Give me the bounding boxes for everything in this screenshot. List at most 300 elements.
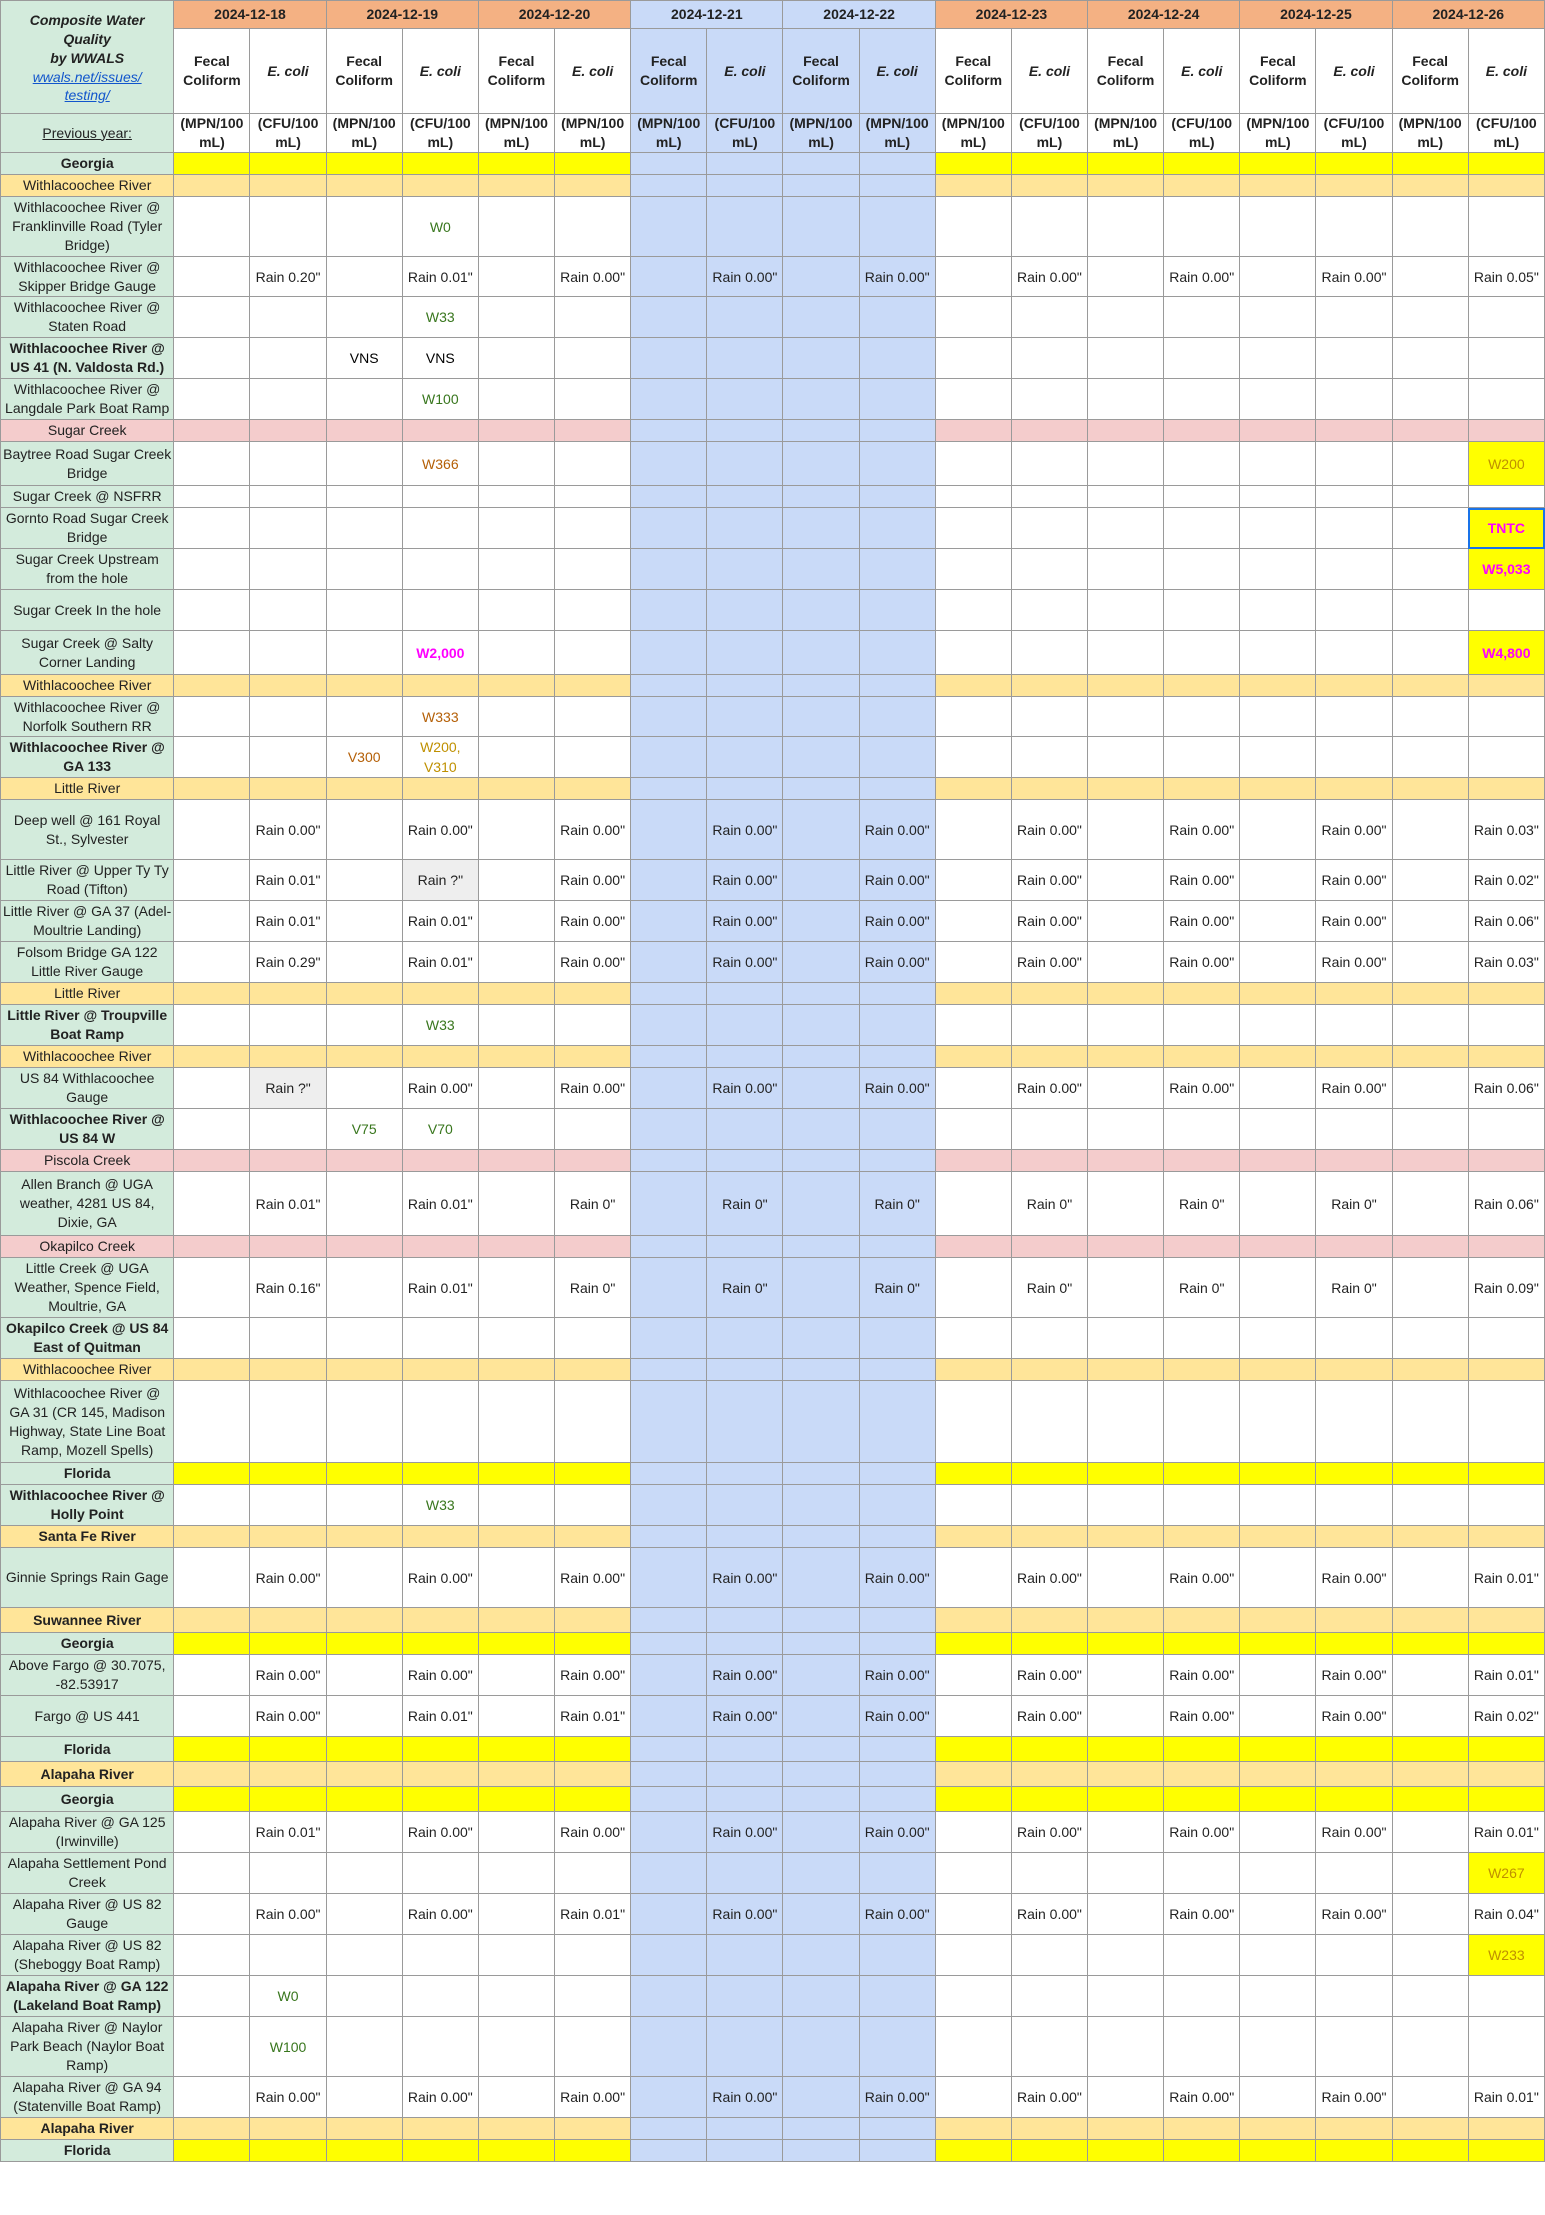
data-cell[interactable] (935, 942, 1011, 983)
data-cell[interactable] (402, 1236, 478, 1258)
data-cell[interactable] (783, 737, 859, 778)
data-cell[interactable] (1468, 1762, 1544, 1787)
data-cell[interactable] (1392, 590, 1468, 631)
data-cell[interactable] (1468, 1172, 1544, 1236)
site-label[interactable]: Sugar Creek In the hole (1, 590, 174, 631)
data-cell[interactable] (1011, 1894, 1087, 1935)
data-cell[interactable] (1468, 508, 1544, 549)
data-cell[interactable] (478, 675, 554, 697)
data-cell[interactable] (1392, 1068, 1468, 1109)
data-cell[interactable] (783, 1853, 859, 1894)
data-cell[interactable] (935, 1894, 1011, 1935)
data-cell[interactable] (1392, 420, 1468, 442)
data-cell[interactable] (555, 1976, 631, 2017)
data-cell[interactable] (174, 778, 250, 800)
data-cell[interactable] (555, 2017, 631, 2077)
data-cell[interactable] (1392, 1737, 1468, 1762)
data-cell[interactable] (631, 590, 707, 631)
data-cell[interactable] (402, 1172, 478, 1236)
data-cell[interactable] (707, 1172, 783, 1236)
site-label[interactable]: Baytree Road Sugar Creek Bridge (1, 442, 174, 486)
data-cell[interactable] (250, 2118, 326, 2140)
data-cell[interactable] (1011, 1463, 1087, 1485)
data-cell[interactable] (174, 379, 250, 420)
data-cell[interactable] (1011, 675, 1087, 697)
data-cell[interactable] (1316, 2077, 1392, 2118)
data-cell[interactable] (174, 1381, 250, 1463)
data-cell[interactable] (1088, 901, 1164, 942)
data-cell[interactable] (1468, 2017, 1544, 2077)
data-cell[interactable] (1088, 1894, 1164, 1935)
data-cell[interactable] (1240, 1359, 1316, 1381)
data-cell[interactable] (1468, 800, 1544, 860)
data-cell[interactable] (935, 2077, 1011, 2118)
data-cell[interactable] (707, 1548, 783, 1608)
data-cell[interactable] (250, 778, 326, 800)
data-cell[interactable] (402, 442, 478, 486)
data-cell[interactable] (555, 2077, 631, 2118)
data-cell[interactable] (1240, 442, 1316, 486)
data-cell[interactable] (250, 1633, 326, 1655)
section-label[interactable]: Florida (1, 1463, 174, 1485)
data-cell[interactable] (1164, 1381, 1240, 1463)
data-cell[interactable] (1392, 1976, 1468, 2017)
data-cell[interactable] (555, 1150, 631, 1172)
data-cell[interactable] (631, 1381, 707, 1463)
data-cell[interactable] (326, 1381, 402, 1463)
data-cell[interactable] (555, 2118, 631, 2140)
data-cell[interactable] (783, 1894, 859, 1935)
data-cell[interactable] (783, 549, 859, 590)
data-cell[interactable] (1240, 1005, 1316, 1046)
data-cell[interactable] (1392, 901, 1468, 942)
data-cell[interactable] (1316, 1762, 1392, 1787)
data-cell[interactable] (1316, 1068, 1392, 1109)
data-cell[interactable] (1392, 778, 1468, 800)
data-cell[interactable] (555, 1787, 631, 1812)
data-cell[interactable] (1468, 297, 1544, 338)
data-cell[interactable] (326, 420, 402, 442)
data-cell[interactable] (1468, 1608, 1544, 1633)
data-cell[interactable] (1392, 442, 1468, 486)
data-cell[interactable] (1468, 2140, 1544, 2162)
site-label[interactable]: Alapaha Settlement Pond Creek (1, 1853, 174, 1894)
data-cell[interactable] (859, 1150, 935, 1172)
section-label[interactable]: Okapilco Creek (1, 1236, 174, 1258)
data-cell[interactable] (1164, 1109, 1240, 1150)
data-cell[interactable] (478, 590, 554, 631)
data-cell[interactable] (1088, 860, 1164, 901)
data-cell[interactable] (707, 2017, 783, 2077)
data-cell[interactable] (783, 1258, 859, 1318)
data-cell[interactable] (174, 697, 250, 737)
site-label[interactable]: Deep well @ 161 Royal St., Sylvester (1, 800, 174, 860)
data-cell[interactable] (1316, 675, 1392, 697)
data-cell[interactable] (859, 1548, 935, 1608)
data-cell[interactable] (1011, 983, 1087, 1005)
data-cell[interactable] (935, 1655, 1011, 1696)
data-cell[interactable] (631, 486, 707, 508)
data-cell[interactable] (707, 257, 783, 297)
data-cell[interactable] (478, 257, 554, 297)
data-cell[interactable] (326, 1485, 402, 1526)
data-cell[interactable] (783, 1046, 859, 1068)
data-cell[interactable] (174, 1853, 250, 1894)
data-cell[interactable] (1164, 1633, 1240, 1655)
section-label[interactable]: Georgia (1, 1633, 174, 1655)
data-cell[interactable] (1316, 1150, 1392, 1172)
data-cell[interactable] (707, 942, 783, 983)
data-cell[interactable] (859, 901, 935, 942)
data-cell[interactable] (326, 197, 402, 257)
data-cell[interactable] (1164, 1485, 1240, 1526)
data-cell[interactable] (1011, 257, 1087, 297)
data-cell[interactable] (174, 1109, 250, 1150)
data-cell[interactable] (1316, 1787, 1392, 1812)
data-cell[interactable] (250, 1526, 326, 1548)
data-cell[interactable] (783, 1359, 859, 1381)
data-cell[interactable] (859, 1696, 935, 1737)
data-cell[interactable] (174, 1548, 250, 1608)
site-label[interactable]: Alapaha River @ GA 122 (Lakeland Boat Ramp) (1, 1976, 174, 2017)
data-cell[interactable] (250, 1935, 326, 1976)
data-cell[interactable] (1392, 1172, 1468, 1236)
data-cell[interactable] (250, 1046, 326, 1068)
data-cell[interactable] (783, 697, 859, 737)
data-cell[interactable] (555, 153, 631, 175)
data-cell[interactable] (1240, 1109, 1316, 1150)
data-cell[interactable] (174, 1359, 250, 1381)
data-cell[interactable] (707, 153, 783, 175)
data-cell[interactable] (1088, 175, 1164, 197)
data-cell[interactable] (631, 983, 707, 1005)
data-cell[interactable] (1240, 338, 1316, 379)
data-cell[interactable] (555, 1236, 631, 1258)
data-cell[interactable] (1088, 1381, 1164, 1463)
data-cell[interactable] (1088, 486, 1164, 508)
data-cell[interactable] (935, 175, 1011, 197)
data-cell[interactable] (250, 1762, 326, 1787)
data-cell[interactable] (1240, 1853, 1316, 1894)
data-cell[interactable] (1164, 1976, 1240, 2017)
data-cell[interactable] (1088, 2140, 1164, 2162)
data-cell[interactable] (478, 153, 554, 175)
data-cell[interactable] (631, 778, 707, 800)
data-cell[interactable] (783, 1976, 859, 2017)
data-cell[interactable] (1011, 800, 1087, 860)
data-cell[interactable] (707, 1258, 783, 1318)
data-cell[interactable] (174, 2140, 250, 2162)
data-cell[interactable] (783, 1381, 859, 1463)
data-cell[interactable] (402, 778, 478, 800)
data-cell[interactable] (174, 675, 250, 697)
data-cell[interactable] (478, 631, 554, 675)
data-cell[interactable] (326, 1172, 402, 1236)
data-cell[interactable] (1316, 297, 1392, 338)
data-cell[interactable] (250, 737, 326, 778)
data-cell[interactable] (1316, 153, 1392, 175)
data-cell[interactable] (1011, 2017, 1087, 2077)
data-cell[interactable] (250, 1608, 326, 1633)
data-cell[interactable] (1468, 983, 1544, 1005)
data-cell[interactable] (478, 1109, 554, 1150)
data-cell[interactable] (1392, 257, 1468, 297)
data-cell[interactable] (1088, 1236, 1164, 1258)
data-cell[interactable] (478, 1318, 554, 1359)
data-cell[interactable] (783, 338, 859, 379)
data-cell[interactable] (1164, 778, 1240, 800)
data-cell[interactable] (935, 1976, 1011, 2017)
data-cell[interactable] (631, 1236, 707, 1258)
site-label[interactable]: Little River @ GA 37 (Adel-Moultrie Landing) (1, 901, 174, 942)
data-cell[interactable] (935, 1526, 1011, 1548)
section-label[interactable]: Withlacoochee River (1, 1359, 174, 1381)
data-cell[interactable] (1088, 631, 1164, 675)
data-cell[interactable] (174, 338, 250, 379)
data-cell[interactable] (174, 153, 250, 175)
data-cell[interactable] (1468, 1318, 1544, 1359)
data-cell[interactable] (631, 675, 707, 697)
data-cell[interactable] (1088, 942, 1164, 983)
data-cell[interactable] (402, 1655, 478, 1696)
data-cell[interactable] (478, 2140, 554, 2162)
data-cell[interactable] (326, 1812, 402, 1853)
data-cell[interactable] (326, 675, 402, 697)
data-cell[interactable] (326, 1526, 402, 1548)
data-cell[interactable] (1088, 983, 1164, 1005)
data-cell[interactable] (1164, 508, 1240, 549)
data-cell[interactable] (1468, 1696, 1544, 1737)
data-cell[interactable] (1316, 778, 1392, 800)
data-cell[interactable] (250, 1976, 326, 2017)
data-cell[interactable] (1468, 1787, 1544, 1812)
data-cell[interactable] (555, 1935, 631, 1976)
data-cell[interactable] (1164, 631, 1240, 675)
data-cell[interactable] (707, 1236, 783, 1258)
data-cell[interactable] (935, 486, 1011, 508)
data-cell[interactable] (1088, 800, 1164, 860)
data-cell[interactable] (555, 1318, 631, 1359)
data-cell[interactable] (326, 549, 402, 590)
data-cell[interactable] (1164, 675, 1240, 697)
data-cell[interactable] (1240, 1381, 1316, 1463)
data-cell[interactable] (935, 2140, 1011, 2162)
data-cell[interactable] (935, 1172, 1011, 1236)
data-cell[interactable] (1164, 1548, 1240, 1608)
data-cell[interactable] (555, 1853, 631, 1894)
data-cell[interactable] (402, 800, 478, 860)
data-cell[interactable] (707, 379, 783, 420)
data-cell[interactable] (1392, 2140, 1468, 2162)
data-cell[interactable] (402, 1526, 478, 1548)
data-cell[interactable] (1164, 1046, 1240, 1068)
data-cell[interactable] (1392, 1853, 1468, 1894)
data-cell[interactable] (1088, 442, 1164, 486)
data-cell[interactable] (859, 1853, 935, 1894)
section-label[interactable]: Georgia (1, 153, 174, 175)
data-cell[interactable] (1468, 1258, 1544, 1318)
data-cell[interactable] (1468, 1381, 1544, 1463)
data-cell[interactable] (1316, 590, 1392, 631)
data-cell[interactable] (1468, 420, 1544, 442)
data-cell[interactable] (783, 675, 859, 697)
data-cell[interactable] (1240, 1608, 1316, 1633)
data-cell[interactable] (478, 1762, 554, 1787)
data-cell[interactable] (250, 983, 326, 1005)
data-cell[interactable] (1392, 1463, 1468, 1485)
data-cell[interactable] (326, 1633, 402, 1655)
data-cell[interactable] (555, 631, 631, 675)
data-cell[interactable] (402, 675, 478, 697)
data-cell[interactable] (859, 1381, 935, 1463)
data-cell[interactable] (1088, 1548, 1164, 1608)
data-cell[interactable] (1468, 197, 1544, 257)
data-cell[interactable] (250, 153, 326, 175)
data-cell[interactable] (1392, 697, 1468, 737)
data-cell[interactable] (1316, 1046, 1392, 1068)
data-cell[interactable] (707, 1318, 783, 1359)
data-cell[interactable] (859, 1608, 935, 1633)
data-cell[interactable] (326, 175, 402, 197)
data-cell[interactable] (935, 1548, 1011, 1608)
data-cell[interactable] (859, 631, 935, 675)
data-cell[interactable] (1468, 1485, 1544, 1526)
data-cell[interactable] (555, 1737, 631, 1762)
data-cell[interactable] (1164, 1608, 1240, 1633)
data-cell[interactable] (783, 197, 859, 257)
data-cell[interactable] (1240, 1935, 1316, 1976)
data-cell[interactable] (1240, 860, 1316, 901)
data-cell[interactable] (174, 486, 250, 508)
data-cell[interactable] (783, 486, 859, 508)
data-cell[interactable] (1468, 697, 1544, 737)
data-cell[interactable] (1468, 737, 1544, 778)
data-cell[interactable] (1316, 1548, 1392, 1608)
data-cell[interactable] (1088, 508, 1164, 549)
data-cell[interactable] (402, 590, 478, 631)
data-cell[interactable] (1011, 379, 1087, 420)
data-cell[interactable] (1240, 942, 1316, 983)
data-cell[interactable] (707, 1068, 783, 1109)
data-cell[interactable] (707, 1762, 783, 1787)
data-cell[interactable] (707, 1608, 783, 1633)
data-cell[interactable] (250, 1359, 326, 1381)
data-cell[interactable] (402, 1812, 478, 1853)
data-cell[interactable] (1468, 860, 1544, 901)
data-cell[interactable] (935, 1633, 1011, 1655)
data-cell[interactable] (859, 1762, 935, 1787)
data-cell[interactable] (402, 1068, 478, 1109)
site-label[interactable]: Alapaha River @ Naylor Park Beach (Naylor Boat Ramp) (1, 2017, 174, 2077)
data-cell[interactable] (935, 1696, 1011, 1737)
data-cell[interactable] (1316, 631, 1392, 675)
data-cell[interactable] (1240, 1526, 1316, 1548)
data-cell[interactable] (402, 1318, 478, 1359)
data-cell[interactable] (935, 257, 1011, 297)
data-cell[interactable] (326, 1762, 402, 1787)
data-cell[interactable] (859, 257, 935, 297)
section-label[interactable]: Santa Fe River (1, 1526, 174, 1548)
data-cell[interactable] (1088, 1608, 1164, 1633)
data-cell[interactable] (1240, 2017, 1316, 2077)
data-cell[interactable] (707, 1812, 783, 1853)
data-cell[interactable] (326, 1236, 402, 1258)
section-label[interactable]: Alapaha River (1, 2118, 174, 2140)
data-cell[interactable] (1011, 697, 1087, 737)
data-cell[interactable] (478, 1853, 554, 1894)
data-cell[interactable] (555, 1381, 631, 1463)
data-cell[interactable] (631, 175, 707, 197)
section-label[interactable]: Little River (1, 983, 174, 1005)
data-cell[interactable] (1088, 1068, 1164, 1109)
data-cell[interactable] (402, 197, 478, 257)
data-cell[interactable] (250, 1812, 326, 1853)
data-cell[interactable] (1011, 1787, 1087, 1812)
data-cell[interactable] (1240, 549, 1316, 590)
data-cell[interactable] (478, 1236, 554, 1258)
data-cell[interactable] (1164, 197, 1240, 257)
data-cell[interactable] (1011, 1935, 1087, 1976)
data-cell[interactable] (859, 983, 935, 1005)
data-cell[interactable] (174, 1526, 250, 1548)
data-cell[interactable] (631, 1485, 707, 1526)
site-label[interactable]: Allen Branch @ UGA weather, 4281 US 84, Dixie, GA (1, 1172, 174, 1236)
data-cell[interactable] (478, 778, 554, 800)
data-cell[interactable] (1468, 675, 1544, 697)
data-cell[interactable] (326, 153, 402, 175)
data-cell[interactable] (1316, 1853, 1392, 1894)
data-cell[interactable] (1392, 737, 1468, 778)
data-cell[interactable] (783, 1109, 859, 1150)
data-cell[interactable] (1088, 1046, 1164, 1068)
data-cell[interactable] (1011, 1608, 1087, 1633)
data-cell[interactable] (1164, 1935, 1240, 1976)
data-cell[interactable] (250, 942, 326, 983)
data-cell[interactable] (1164, 1762, 1240, 1787)
data-cell[interactable] (1392, 1787, 1468, 1812)
data-cell[interactable] (631, 420, 707, 442)
data-cell[interactable] (555, 379, 631, 420)
data-cell[interactable] (1468, 1633, 1544, 1655)
data-cell[interactable] (174, 1068, 250, 1109)
data-cell[interactable] (1316, 1463, 1392, 1485)
data-cell[interactable] (402, 860, 478, 901)
data-cell[interactable] (1468, 1737, 1544, 1762)
data-cell[interactable] (1392, 2017, 1468, 2077)
data-cell[interactable] (1088, 1485, 1164, 1526)
data-cell[interactable] (1468, 1976, 1544, 2017)
data-cell[interactable] (555, 549, 631, 590)
data-cell[interactable] (935, 800, 1011, 860)
data-cell[interactable] (859, 778, 935, 800)
data-cell[interactable] (859, 2140, 935, 2162)
data-cell[interactable] (707, 1005, 783, 1046)
data-cell[interactable] (250, 197, 326, 257)
data-cell[interactable] (478, 1812, 554, 1853)
data-cell[interactable] (935, 379, 1011, 420)
data-cell[interactable] (631, 631, 707, 675)
data-cell[interactable] (250, 860, 326, 901)
data-cell[interactable] (1164, 1894, 1240, 1935)
data-cell[interactable] (783, 1548, 859, 1608)
data-cell[interactable] (402, 1258, 478, 1318)
site-label[interactable]: Above Fargo @ 30.7075, -82.53917 (1, 1655, 174, 1696)
data-cell[interactable] (631, 1005, 707, 1046)
data-cell[interactable] (1088, 1737, 1164, 1762)
data-cell[interactable] (1468, 1068, 1544, 1109)
data-cell[interactable] (174, 508, 250, 549)
data-cell[interactable] (1468, 1109, 1544, 1150)
